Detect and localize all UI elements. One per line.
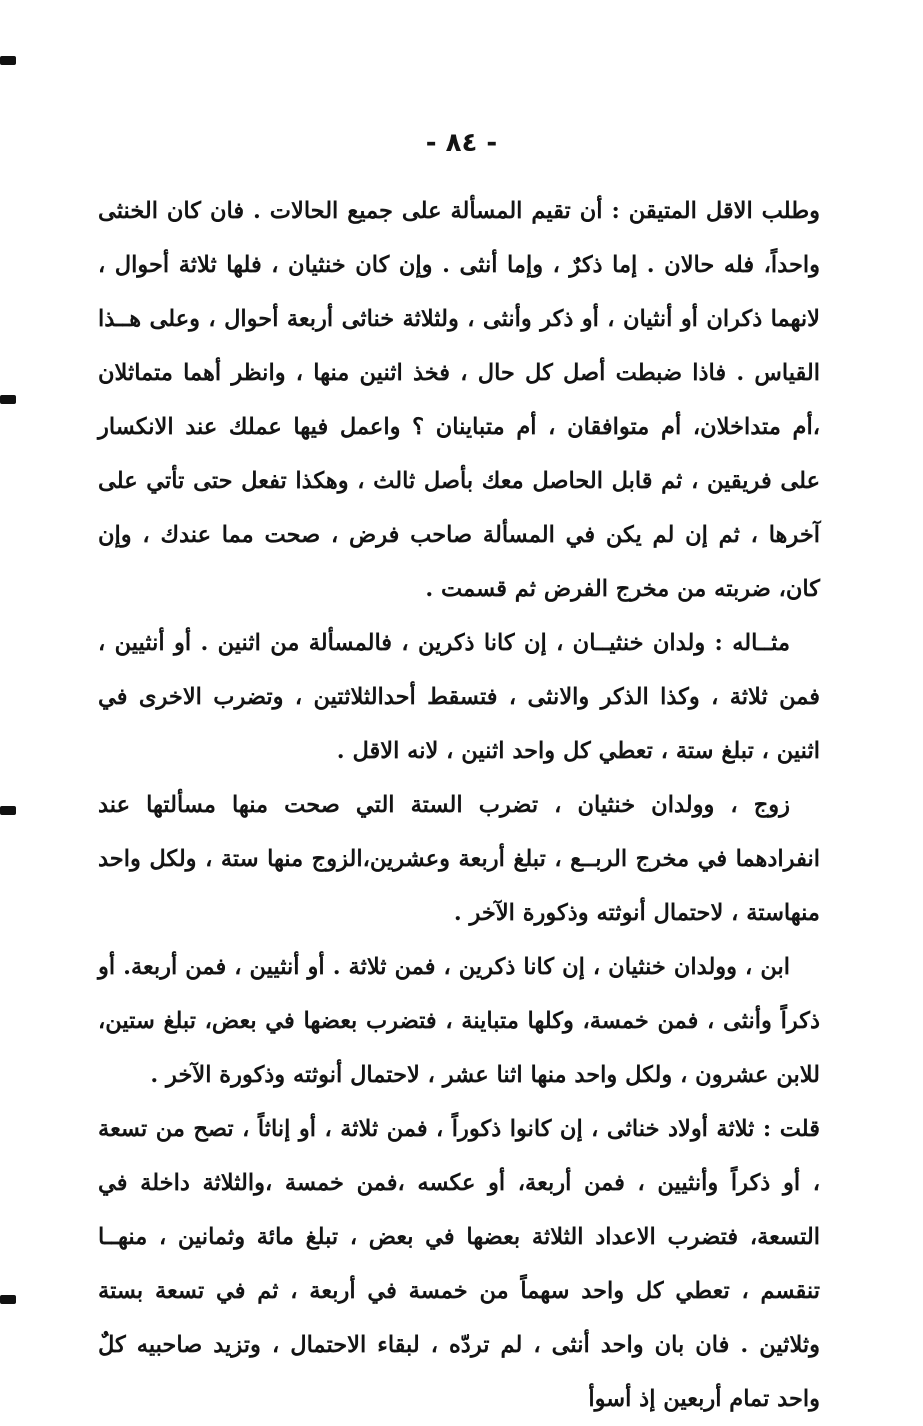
margin-mark — [0, 1295, 16, 1304]
paragraph-5-text: : ثلاثة أولاد خناثى ، إن كانوا ذكوراً ، فمن ثلاثة ، أو إناثاً ، تصح من تسعة ، أو ذكراً وأنثيين ، فمن أربعة، أو عكسه ،فمن خمسة ،والثلاثة داخلة في التسعة، فتضرب الاعداد الثلاثة بعضها في بعض ، تبلغ مائة وثمانين ، منهــا تنقسم ، تعطي كل واحد سهماً من خمسة في أربعة ، ثم في تسعة بستة وثلاثين . فان بان واحد أنثى ، لم تردّه ، لبقاء الاحتمال ، وتزيد صاحبيه كلٌ واحد تمام أربعين إذ أسوأ — [98, 1116, 820, 1412]
paragraph-3: زوج ، وولدان خنثيان ، تضرب الستة التي صحت منها مسألتها عند انفرادهما في مخرج الربــع ، تبلغ أربعة وعشرين،الزوج منها ستة ، ولكل واحد منهاستة ، لاحتمال أنوثته وذكورة الآخر . — [98, 792, 820, 926]
paragraph-2: مثــاله : ولدان خنثيــان ، إن كانا ذكرين ، فالمسألة من اثنين . أو أنثيين ، فمن ثلاثة ، وكذا الذكر والانثى ، فتسقط أحدالثلاثتين ، وتضرب الاخرى في اثنين ، تبلغ ستة ، تعطي كل واحد اثنين ، لانه الاقل . — [98, 630, 820, 764]
margin-mark — [0, 56, 16, 65]
margin-mark — [0, 395, 16, 404]
paragraph-1: وطلب الاقل المتيقن : أن تقيم المسألة على جميع الحالات . فان كان الخنثى واحداً، فله حالان . إما ذكرٌ ، وإما أنثى . وإن كان خنثيان ، فلها ثلاثة أحوال ، لانهما ذكران أو أنثيان ، أو ذكر وأنثى ، ولثلاثة خناثى أربعة أحوال ، وعلى هــذا القياس . فاذا ضبطت أصل كل حال ، فخذ اثنين منها ، وانظر أهما متماثلان ،أم متداخلان، أم متوافقان ، أم متباينان ؟ واعمل فيها عملك عند الانكسار على فريقين ، ثم قابل الحاصل معك بأصل ثالث ، وهكذا تفعل حتى تأتي على آخرها ، ثم إن لم يكن في المسألة صاحب فرض ، صحت مما عندك ، وإن كان، ضربته من مخرج الفرض ثم قسمت . — [98, 198, 820, 602]
body-text — [98, 184, 820, 1426]
page-number: - ٨٤ - — [425, 128, 498, 158]
margin-mark — [0, 806, 16, 815]
paragraph-4: ابن ، وولدان خنثيان ، إن كانا ذكرين ، فمن ثلاثة . أو أنثيين ، فمن أربعة. أو ذكراً وأنثى ، فمن خمسة، وكلها متباينة ، فتضرب بعضها في بعض، تبلغ ستين، للابن عشرون ، ولكل واحد منها اثنا عشر ، لاحتمال أنوثته وذكورة الآخر . — [98, 954, 820, 1088]
paragraph-5 — [98, 1102, 820, 1426]
paragraph-5-lead: قلت — [779, 1116, 820, 1142]
